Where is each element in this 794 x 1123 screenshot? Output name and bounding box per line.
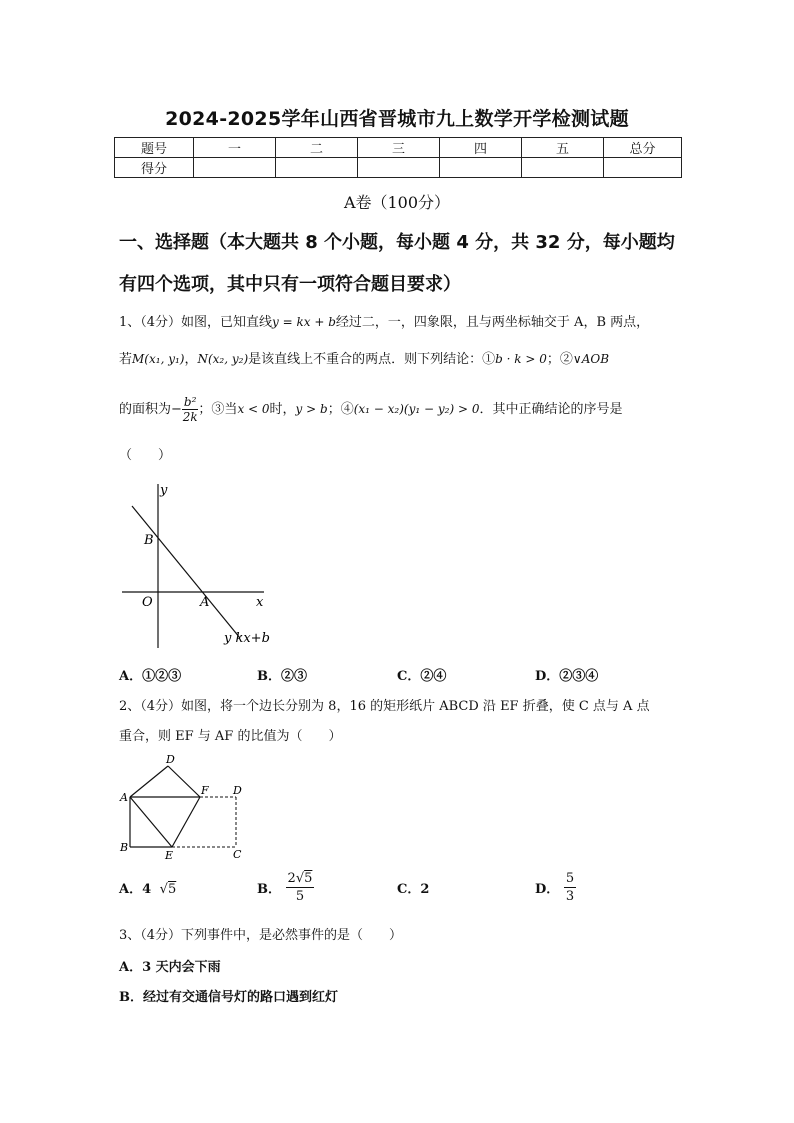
q1-point-n: N(x₂, y₂) bbox=[197, 352, 249, 366]
q1-line3 bbox=[119, 392, 622, 427]
edge-d-prime-f bbox=[168, 766, 200, 797]
label-b: B bbox=[144, 533, 154, 548]
q1-text: ；② bbox=[546, 352, 573, 367]
q1-conclusion-3b: y > b bbox=[295, 402, 328, 416]
q1-line1 bbox=[119, 312, 649, 333]
score-input-cell[interactable] bbox=[440, 158, 522, 178]
score-table-cell: 总分 bbox=[604, 138, 682, 158]
score-table-cell: 五 bbox=[522, 138, 604, 158]
q1-answer-paren: （ ） bbox=[119, 448, 172, 463]
score-table-score-row bbox=[115, 158, 682, 178]
part1-heading-line1: 一、选择题（本大题共 8 个小题，每小题 4 分，共 32 分，每小题均 bbox=[119, 232, 675, 253]
q2-option-d[interactable] bbox=[535, 870, 576, 905]
score-table-cell: 三 bbox=[358, 138, 440, 158]
label-f: F bbox=[201, 784, 209, 797]
q2-rectangle-figure bbox=[116, 750, 252, 862]
score-table-cell: 二 bbox=[276, 138, 358, 158]
label-e: E bbox=[165, 849, 174, 862]
q1-text: 时， bbox=[269, 402, 296, 417]
q1-option-b[interactable]: B．②③ bbox=[257, 669, 307, 684]
section-a-heading: A卷（100分） bbox=[343, 193, 451, 212]
line-y-kx-b bbox=[132, 506, 240, 638]
exam-title: 2024-2025学年山西省晋城市九上数学开学检测试题 bbox=[165, 108, 629, 130]
q1-text: 是该直线上不重合的两点．则下列结论：① bbox=[248, 352, 496, 367]
q1-option-c[interactable]: C．②④ bbox=[397, 669, 447, 684]
sqrt-radicand: 5 bbox=[167, 882, 177, 897]
label-d-prime: D bbox=[166, 753, 175, 766]
q2-option-c[interactable]: C．2 bbox=[397, 882, 430, 897]
q1-line2 bbox=[119, 349, 609, 370]
q1-conclusion-3a: x < 0 bbox=[237, 402, 270, 416]
option-text: D． bbox=[535, 882, 560, 897]
label-x: x bbox=[256, 595, 264, 610]
score-table-cell: 一 bbox=[194, 138, 276, 158]
part1-heading-line2: 有四个选项，其中只有一项符合题目要求） bbox=[119, 274, 461, 295]
q1-coordinate-figure bbox=[112, 478, 282, 650]
q1-text: 若 bbox=[119, 352, 133, 367]
sqrt-sign: √5 bbox=[159, 882, 177, 897]
q1-option-a[interactable]: A．①②③ bbox=[119, 669, 182, 684]
option-text: B． bbox=[257, 882, 281, 897]
label-b: B bbox=[120, 841, 129, 854]
option-text: A．4 bbox=[119, 882, 152, 897]
q2-option-b[interactable] bbox=[257, 870, 314, 905]
q1-text: ；④ bbox=[327, 402, 354, 417]
score-table-header-row bbox=[115, 138, 682, 158]
edge-ae bbox=[130, 797, 172, 847]
q2-option-a[interactable] bbox=[119, 878, 176, 897]
q3-option-a[interactable]: A．3 天内会下雨 bbox=[119, 960, 221, 975]
q1-point-m: M(x₁, y₁) bbox=[132, 352, 185, 366]
label-a: A bbox=[200, 595, 210, 610]
line-label: y kx+b bbox=[224, 631, 270, 646]
q1-conclusion-2: ∨AOB bbox=[572, 352, 610, 366]
edge-ad-prime bbox=[130, 766, 168, 797]
score-table bbox=[114, 137, 682, 178]
label-o: O bbox=[142, 595, 153, 610]
label-y: y bbox=[160, 483, 168, 498]
q1-conclusion-4: (x₁ − x₂)(y₁ − y₂) > 0 bbox=[353, 402, 480, 416]
fold-ef bbox=[172, 797, 200, 847]
q1-text: 经过二，一，四象限，且与两坐标轴交于 A，B 两点， bbox=[335, 315, 650, 330]
q1-area-fraction: $\frac{\text{b²}}{2k}$ bbox=[182, 395, 198, 424]
score-input-cell[interactable] bbox=[604, 158, 682, 178]
label-a: A bbox=[120, 791, 128, 804]
q3-stem: 3、（4分）下列事件中，是必然事件的是（ ） bbox=[119, 928, 403, 943]
score-input-cell[interactable] bbox=[358, 158, 440, 178]
score-table-cell: 四 bbox=[440, 138, 522, 158]
q1-option-d[interactable]: D．②③④ bbox=[535, 669, 599, 684]
label-c: C bbox=[233, 848, 242, 861]
option-d-fraction: $\frac{5}{3}$ bbox=[565, 871, 575, 904]
q3-option-b[interactable]: B．经过有交通信号灯的路口遇到红灯 bbox=[119, 990, 338, 1005]
q1-formula: y = kx + b bbox=[272, 315, 336, 329]
score-table-cell: 题号 bbox=[115, 138, 194, 158]
q2-line2: 重合，则 EF 与 AF 的比值为（ ） bbox=[119, 729, 342, 744]
q1-minus: − bbox=[171, 402, 182, 417]
q1-conclusion-1: b · k > 0 bbox=[495, 352, 547, 366]
q1-text: ；③当 bbox=[198, 402, 238, 417]
score-input-cell[interactable] bbox=[194, 158, 276, 178]
q1-text: 1、（4分）如图，已知直线 bbox=[119, 315, 273, 330]
q1-text: ， bbox=[184, 352, 198, 367]
q2-line1: 2、（4分）如图，将一个边长分别为 8，16 的矩形纸片 ABCD 沿 EF 折叠，使 C 点与 A 点 bbox=[119, 699, 650, 714]
option-b-fraction: $\frac{2√5}{5}$ bbox=[287, 871, 313, 904]
label-d: D bbox=[233, 784, 242, 797]
score-input-cell[interactable] bbox=[522, 158, 604, 178]
score-table-row-label: 得分 bbox=[115, 158, 194, 178]
q1-text: 的面积为 bbox=[119, 402, 172, 417]
score-input-cell[interactable] bbox=[276, 158, 358, 178]
q1-text: ．其中正确结论的序号是 bbox=[479, 402, 623, 417]
